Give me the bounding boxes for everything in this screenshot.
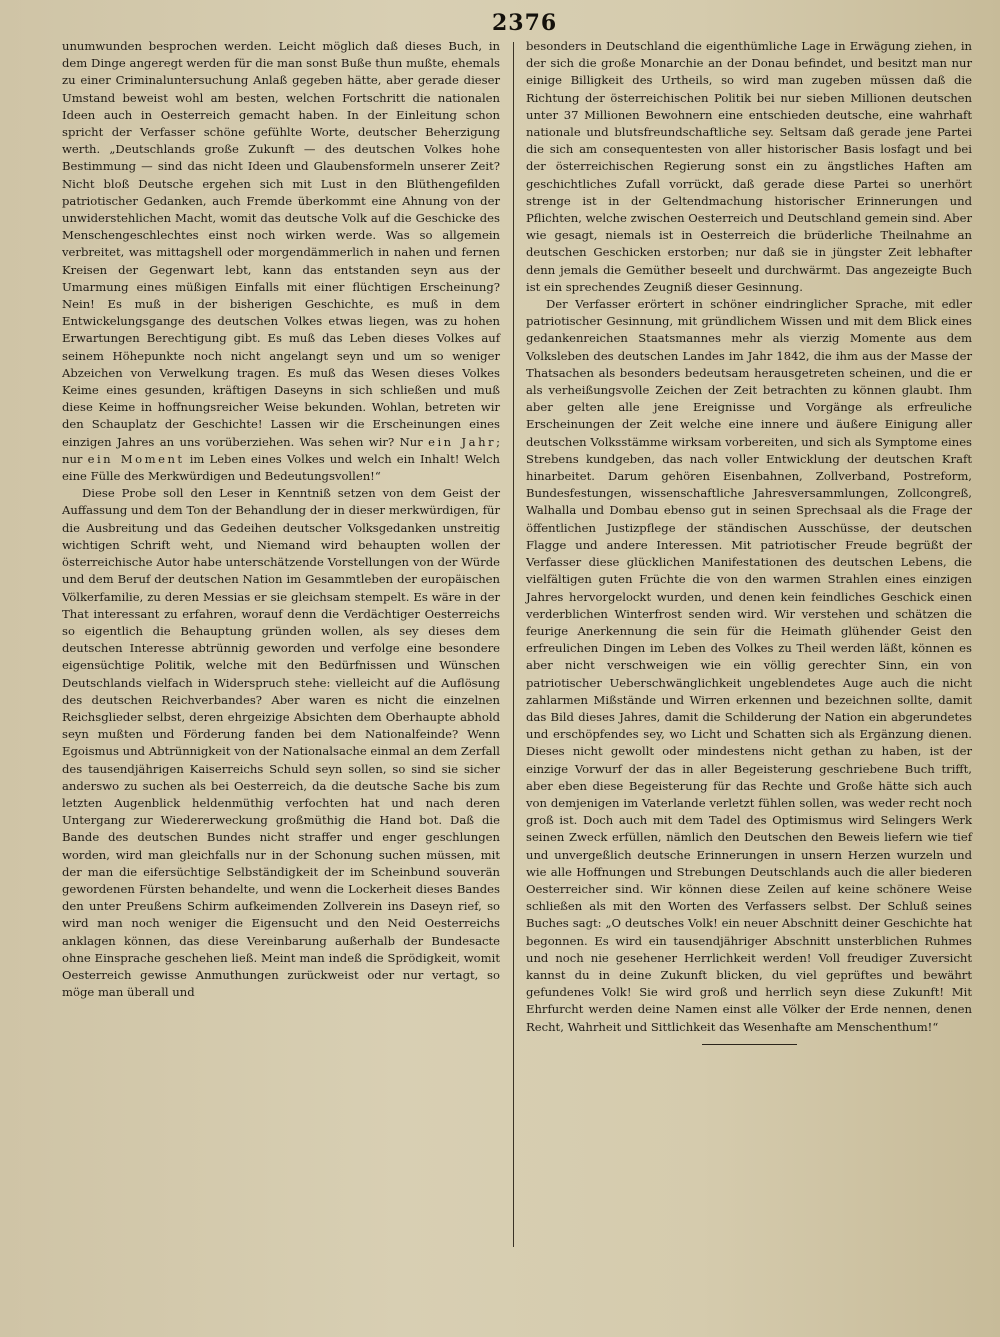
page-number: 2376 xyxy=(492,10,558,36)
left-paragraph-1 xyxy=(62,38,500,485)
left-paragraph-1-mid: ; nur xyxy=(62,434,500,466)
article-end-rule xyxy=(702,1044,797,1045)
right-paragraph-1: besonders in Deutschland die eigenthümliche Lage in Erwägung ziehen, in der sich die große Monarchie an der Donau befindet, und besitzt man nur einige Billigkeit des Urtheils, so wird man zugeben müssen daß die Richtung der österreichischen Politik bei nur sieben Millionen deutschen unter 37 Millionen Bewohnern eine entschieden deutsche, eine wahrhaft nationale und blutsfreundschaftliche sey. Seltsam daß gerade jene Partei die sich am consequentesten von aller historischer Basis losfagt und bei der österreichischen Regierung sonst ein zu ängstliches Haften am geschichtliches Zufall vorrückt, daß gerade diese Partei so unerhört strenge ist in der Geltendmachung historischer Erinnerungen und Pflichten, welche zwischen Oesterreich und Deutschland gemein sind. Aber wie gesagt, niemals ist in Oesterreich die brüderliche Theilnahme an deutschen Geschicken erstorben; nur daß sie in jüngster Zeit lebhafter denn jemals die Gemüther beseelt und durchwärmt. Das angezeigte Buch ist ein sprechendes Zeugniß dieser Gesinnung. xyxy=(526,39,972,294)
column-divider xyxy=(513,42,514,1247)
left-column xyxy=(62,38,500,1001)
right-column xyxy=(526,38,972,1045)
left-paragraph-1-text: unumwunden besprochen werden. Leicht möglich daß dieses Buch, in dem Dinge angeregt werden für die man sonst Buße thun mußte, ehemals zu einer Criminaluntersuchung Anlaß gegeben hätte, aber gerade dieser Umstand beweist wohl am besten, welchen Fortschritt die nationalen Ideen auch in Oesterreich gemacht haben. In der Einleitung schon spricht der Verfasser schöne gefühlte Worte, deutscher Beherzigung werth. „Deutschlands große Zukunft — des deutschen Volkes hohe Bestimmung — sind das nicht Ideen und Glaubensformeln unserer Zeit? Nicht bloß Deutsche ergehen sich mit Lust in den Blüthengefilden patriotischer Gedanken, auch Fremde überkommt eine Ahnung von der unwiderstehlichen Macht, womit das deutsche Volk auf die Geschicke des Menschengeschlechtes einst noch wirken werde. Was so allgemein verbreitet, was mittagshell oder morgendämmerlich in nahen und fernen Kreisen der Gegenwart lebt, kann das entstanden seyn aus der Umarmung eines müßigen Einfalls mit einer flüchtigen Erscheinung? Nein! Es muß in der bisherigen Geschichte, es muß in dem Entwickelungsgange des deutschen Volkes etwas liegen, was zu hohen Erwartungen Berechtigung gibt. Es muß das Leben dieses Volkes auf seinem Höhepunkte noch nicht angelangt seyn und um so weniger Abzeichen von Verwelkung tragen. Es muß das Wesen dieses Volkes Keime eines gesunden, kräftigen Daseyns in sich schließen und muß diese Keime in hoffnungsreicher Weise bekunden. Wohlan, betreten wir den Schauplatz der Geschichte! Lassen wir die Erscheinungen eines einzigen Jahres an uns vorüberziehen. Was sehen wir? Nur xyxy=(62,39,500,449)
left-paragraph-2: Diese Probe soll den Leser in Kenntniß setzen von dem Geist der Auffassung und dem Ton der Behandlung der in dieser merkwürdigen, für die Ausbreitung und das Gedeihen deutscher Volksgedanken unstreitig wichtigen Schrift weht, und Niemand wird behaupten wollen der österreichische Autor habe unterschätzende Vorstellungen von der Würde und dem Beruf der deutschen Nation im Gesammtleben der europäischen Völkerfamilie, zu deren Messias er sie gleichsam stempelt. Es wäre in der That interessant zu erfahren, worauf denn die Verdächtiger Oesterreichs so eigentlich die Behauptung gründen wollen, als sey dieses dem deutschen Interesse abtrünnig geworden und verfolge eine besondere eigensüchtige Politik, welche mit den Bedürfnissen und Wünschen Deutschlands vielfach in Widerspruch stehe: vielleicht auf die Auflösung des deutschen Reichverbandes? Aber waren es nicht die einzelnen Reichsglieder selbst, deren ehrgeizige Absichten dem Oberhaupte abhold seyn mußten und Förderung fanden bei dem Nationalfeinde? Wenn Egoismus und Abtrünnigkeit von der Nationalsache einmal an dem Zerfall des tausendjährigen Kaiserreichs Schuld seyn sollen, so sind sie sicher anderswo zu suchen als bei Oesterreich, da die deutsche Sache bis zum letzten Augenblick heldenmüthig verfochten hat und nach deren Untergang zur Wiedererweckung großmüthig die Hand bot. Daß die Bande des deutschen Bundes nicht straffer und enger geschlungen worden, wird man gleichfalls nur in der Schonung suchen müssen, mit der man die eifersüchtige Selbständigkeit der im Scheinbund souverän gewordenen Fürsten behandelte, und wenn die Lockerheit dieses Bandes den unter Preußens Schirm aufkeimenden Zollverein ins Daseyn rief, so wird man noch weniger die Eigensucht und den Neid Oesterreichs anklagen können, das diese Vereinbarung außerhalb der Bundesacte ohne Einsprache geschehen ließ. Meint man indeß die Sprödigkeit, womit Oesterreich gewisse Anmuthungen zurückweist oder nur vertagt, so möge man überall und xyxy=(62,486,500,1000)
spaced-phrase-ein-moment: ein Moment xyxy=(87,451,185,466)
spaced-phrase-ein-jahr: ein Jahr xyxy=(428,434,497,449)
right-paragraph-2: Der Verfasser erörtert in schöner eindringlicher Sprache, mit edler patriotischer Gesinnung, mit gründlichem Wissen und mit dem Blick eines gedankenreichen Staatsmannes mehr als vierzig Momente aus dem Volksleben des deutschen Landes im Jahr 1842, die ihm aus der Masse der Thatsachen als besonders bedeutsam herausgetreten scheinen, und die er als verheißungsvolle Zeichen der Zeit betrachten zu können glaubt. Ihm aber gelten alle jene Ereignisse und Vorgänge als erfreuliche Erscheinungen der Zeit welche eine innere und äußere Einigung aller deutschen Volksstämme wirksam vorbereiten, und sich als Symptome eines Strebens kundgeben, das nach voller Entwicklung der deutschen Kraft hinarbeitet. Darum gehören Eisenbahnen, Zollverband, Postreform, Bundesfestungen, wissenschaftliche Jahresversammlungen, Zollcongreß, Walhalla und Dombau ebenso gut in seinen Sprechsaal als die Frage der öffentlichen Justizpflege der ständischen Ausschüsse, der deutschen Flagge und andere Interessen. Mit patriotischer Freude begrüßt der Verfasser diese glücklichen Manifestationen des deutschen Lebens, die vielfältigen guten Früchte die von den warmen Strahlen eines einzigen Jahres hervorgelockt wurden, und denen kein feindliches Geschick einen verderblichen Winterfrost senden wird. Wir verstehen und schätzen die feurige Anerkennung die sein für die Heimath glühender Geist den erfreulichen Dingen im Leben des Volkes zu Theil werden läßt, können es aber nicht verschweigen wie ein völlig gerechter Sinn, ein von patriotischer Ueberschwänglichkeit ungeblendetes Auge auch die nicht zahlarmen Mißstände und Wirren erkennen und bezeichnen sollte, damit das Bild dieses Jahres, damit die Schilderung der Nation ein abgerundetes und erschöpfendes sey, wo Licht und Schatten sich als Ergänzung dienen. Dieses nicht gewollt oder mindestens nicht gethan zu haben, ist der einzige Vorwurf der das in aller Begeisterung geschriebene Buch trifft, aber eben diese Begeisterung für das Rechte und Große hätte sich auch von demjenigen im Vaterlande verletzt fühlen sollen, was weder recht noch groß ist. Doch auch mit dem Tadel des Optimismus wird Selingers Werk seinen Zweck erfüllen, nämlich den Deutschen den Beweis liefern wie tief und unvergeßlich deutsche Erinnerungen in unsern Herzen wurzeln und wie alle Hoffnungen und Strebungen Deutschlands auch die aller biederen Oesterreicher sind. Wir können diese Zeilen auf keine schönere Weise schließen als mit den Worten des Verfassers selbst. Der Schluß seines Buches sagt: „O deutsches Volk! ein neuer Abschnitt deiner Geschichte hat begonnen. Es wird ein tausendjähriger Abschnitt unsterblichen Ruhmes und noch nie gesehener Herrlichkeit werden! Voll freudiger Zuversicht kannst du in deine Zukunft blicken, du viel geprüftes und bewährt gefundenes Volk! Sie wird groß und herrlich seyn diese Zukunft! Mit Ehrfurcht werden deine Namen einst alle Völker der Erde nennen, denen Recht, Wahrheit und Sittlichkeit das Wesenhafte am Menschenthum!“ xyxy=(526,297,972,1034)
left-paragraph-1-end: im Leben eines Volkes und welch ein Inhalt! Welch eine Fülle des Merkwürdigen und Bedeutungsvollen!“ xyxy=(62,451,501,484)
